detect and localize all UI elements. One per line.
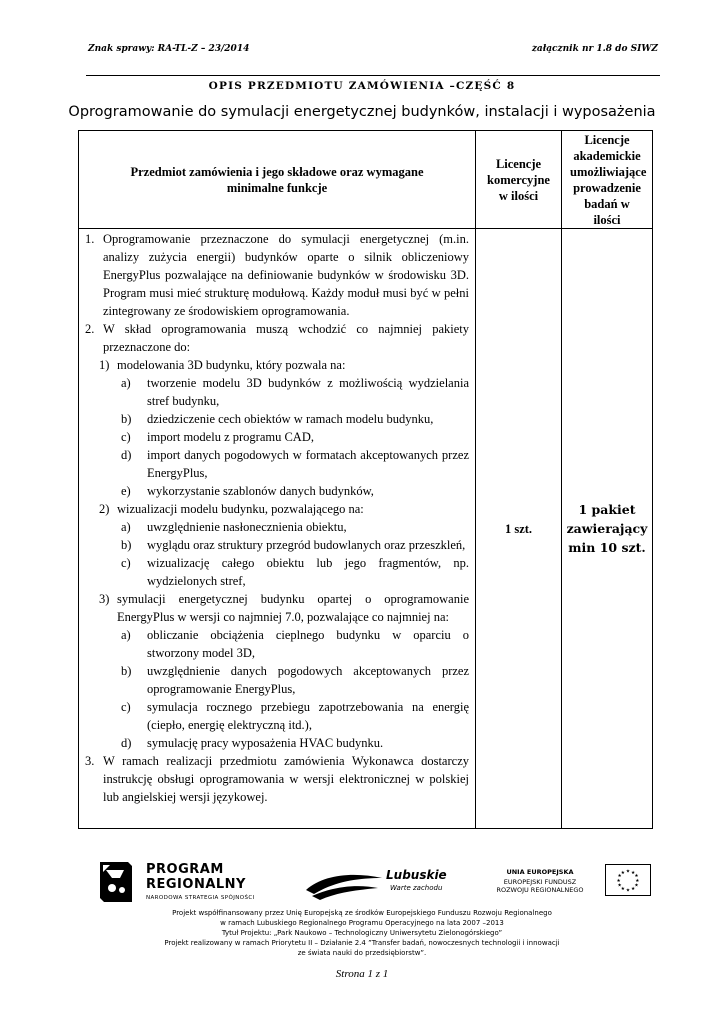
footer-line: Projekt współfinansowany przez Unię Europejską ze środków Europejskiego Funduszu Rozwoju Regionalnego (172, 909, 552, 917)
lubuskie-swoosh-icon (304, 868, 384, 902)
footer-line: Projekt realizowany w ramach Priorytetu II – Działanie 2.4 ”Transfer badań, nowoczesnych technologii i innowacji (164, 939, 560, 947)
eu-line-3: ROZWOJU REGIONALNEGO (496, 886, 584, 894)
list-item: 1. Oprogramowanie przeznaczone do symulacji energetycznej (m.in. analizy zużycia energii) budynków oparte o silnik obliczeniowy EnergyPlus pozwalające na definiowanie budynków w środowisku 3D. Program musi mieć strukturę modułową. Każdy moduł musi być w pełni zintegrowany ze środowiskiem oprogramowania. (85, 232, 469, 318)
list-item: a) obliczanie obciążenia cieplnego budynku w oparciu o stworzony model 3D, (121, 628, 469, 660)
program-line-2: REGIONALNY (146, 877, 246, 892)
case-reference: Znak sprawy: RA-TL-Z – 23/2014 (88, 44, 250, 54)
list-item: 1) modelowania 3D budynku, który pozwala na: (99, 358, 346, 372)
footer-line: w ramach Lubuskiego Regionalnego Programu Operacyjnego na lata 2007 –2013 (220, 919, 504, 927)
list-item: b) uwzględnienie danych pogodowych akceptowanych przez oprogramowanie EnergyPlus, (121, 664, 469, 696)
table-body-row (79, 229, 653, 829)
svg-text:★: ★ (625, 888, 631, 894)
program-line-1: PROGRAM (146, 862, 224, 877)
annex-reference: załącznik nr 1.8 do SIWZ (531, 44, 658, 54)
header-divider (86, 75, 660, 76)
svg-text:★: ★ (635, 878, 640, 884)
list-item: 2. W skład oprogramowania muszą wchodzić co najmniej pakiety przeznaczone do: (85, 322, 469, 354)
svg-text:★: ★ (617, 874, 622, 880)
header-commercial-licenses: Licencje komercyjne w ilości (476, 131, 562, 229)
eu-line-2: EUROPEJSKI FUNDUSZ (503, 878, 577, 886)
lubuskie-logo (304, 862, 454, 906)
lubuskie-name: Lubuskie (386, 868, 447, 882)
svg-text:★: ★ (620, 886, 625, 892)
funding-footer (0, 908, 724, 958)
eu-flag-icon (605, 864, 651, 896)
list-item: d) import danych pogodowych w formatach akceptowanych przez EnergyPlus, (121, 448, 469, 480)
list-item: c) import modelu z programu CAD, (121, 430, 314, 444)
svg-text:★: ★ (631, 886, 636, 892)
requirements-cell (79, 229, 476, 829)
list-item: b) wyglądu oraz struktury przegród budowlanych oraz przeszkleń, (121, 538, 466, 552)
svg-text:★: ★ (634, 883, 639, 889)
list-item: 2) wizualizacji modelu budynku, pozwalającego na: (99, 502, 364, 516)
program-regionalny-emblem-icon (98, 860, 134, 904)
svg-text:★: ★ (631, 870, 636, 876)
svg-text:★: ★ (620, 870, 625, 876)
page-number: Strona 1 z 1 (335, 968, 389, 980)
funding-logos (96, 858, 656, 908)
lubuskie-tagline: Warte zachodu (390, 884, 443, 892)
list-item: b) dziedziczenie cech obiektów w ramach modelu budynku, (121, 412, 434, 426)
program-regionalny-logo (96, 858, 306, 908)
list-item: e) wykorzystanie szablonów danych budynków, (121, 484, 374, 498)
eu-line-1: UNIA EUROPEJSKA (506, 868, 574, 876)
svg-text:★: ★ (617, 883, 622, 889)
header-academic-licenses: Licencje akademickie umożliwiające prowadzenie badań w ilości (562, 131, 653, 229)
list-item: a) uwzględnienie nasłonecznienia obiektu, (121, 520, 347, 534)
list-item: 3. W ramach realizacji przedmiotu zamówienia Wykonawca dostarczy instrukcję obsługi oprogramowania w wersji elektronicznej w polskiej lub angielskiej wersji językowej. (85, 754, 469, 804)
svg-text:★: ★ (616, 878, 621, 884)
specification-table (78, 130, 653, 829)
page-header (88, 44, 658, 64)
program-line-3: NARODOWA STRATEGIA SPÓJNOŚCI (146, 895, 255, 901)
header-subject: Przedmiot zamówienia i jego składowe oraz wymagane minimalne funkcje (79, 131, 476, 229)
footer-line: ze świata nauki do przedsiębiorstw”. (297, 949, 427, 957)
table-header-row (79, 131, 653, 229)
list-item: a) tworzenie modelu 3D budynków z możliwością wydzielania stref budynku, (121, 376, 469, 408)
list-item: c) wizualizację całego obiektu lub jego fragmentów, np. wydzielonych stref, (121, 556, 469, 588)
list-item: d) symulację pracy wyposażenia HVAC budynku. (121, 736, 384, 750)
document-title: OPIS PRZEDMIOTU ZAMÓWIENIA –CZĘŚĆ 8 (208, 80, 516, 92)
svg-text:★: ★ (625, 869, 631, 875)
document-subtitle: Oprogramowanie do symulacji energetycznej budynków, instalacji i wyposażenia (68, 104, 656, 120)
commercial-quantity: 1 szt. (476, 229, 562, 829)
list-item: c) symulacja rocznego przebiegu zapotrzebowania na energię (ciepło, energię elektryczną itd.), (121, 700, 469, 732)
list-item: 3) symulacji energetycznej budynku opartej o oprogramowanie EnergyPlus w wersji co najmniej 7.0, pozwalające co najmniej na: (99, 592, 469, 624)
svg-text:★: ★ (634, 874, 639, 880)
academic-quantity: 1 pakiet zawierający min 10 szt. (562, 229, 653, 829)
eu-logo (480, 864, 656, 908)
footer-line: Tytuł Projektu: „Park Naukowo – Technologiczny Uniwersytetu Zielonogórskiego” (221, 929, 503, 937)
